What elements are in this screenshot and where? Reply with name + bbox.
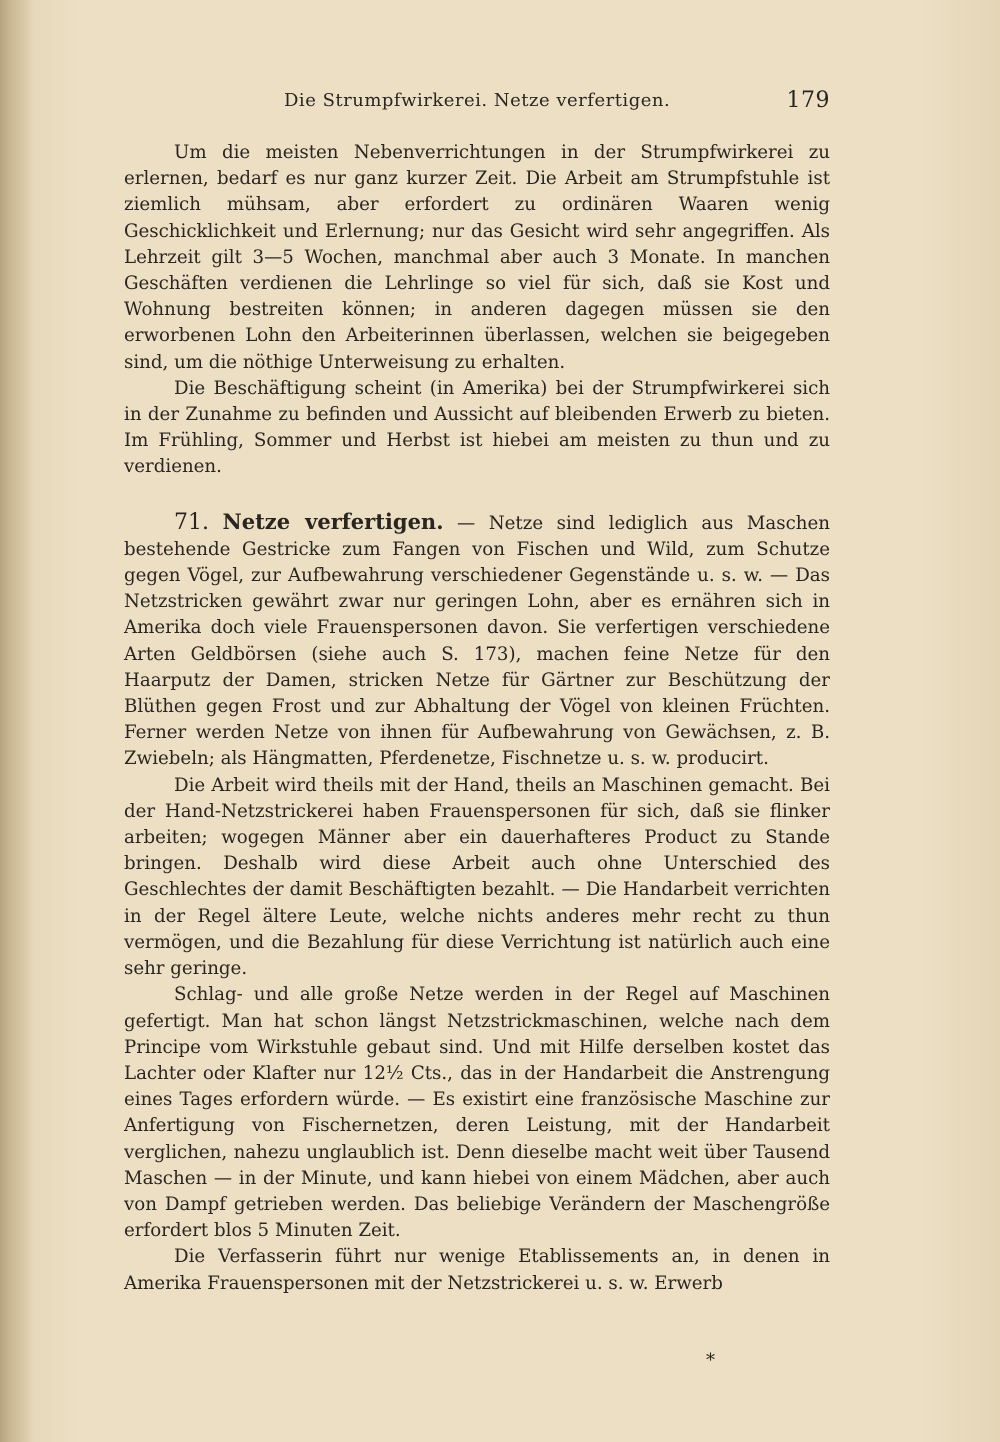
- paragraph-5: Schlag- und alle große Netze werden in der Regel auf Maschinen gefertigt. Man hat schon längst Netzstrickmaschinen, welche nach dem Principe vom Wirkstuhle gebaut sind. Und mit Hilfe derselben kostet das Lachter oder Klafter nur 12½ Cts., das in der Handarbeit die Anstrengung eines Tages erfordern würde. — Es existirt eine französische Maschine zur Anfertigung von Fischernetzen, deren Leistung, mit der Handarbeit verglichen, nahezu unglaublich ist. Denn dieselbe macht weit über Tausend Maschen — in der Minute, und kann hiebei von einem Mädchen, aber auch von Dampf getrieben werden. Das beliebige Verändern der Maschengröße erfordert blos 5 Minuten Zeit.: [124, 984, 830, 1242]
- section-heading: Netze verfertigen.: [222, 508, 444, 534]
- body-text: [124, 140, 830, 1297]
- page-header: [124, 88, 830, 118]
- book-spine-shadow: [0, 0, 34, 1442]
- page-number: 179: [786, 88, 830, 113]
- section-number: 71.: [174, 509, 209, 535]
- paragraph-4: Die Arbeit wird theils mit der Hand, theils an Maschinen gemacht. Bei der Hand-Netzstrickerei haben Frauenspersonen für sich, daß sie flinker arbeiten; wogegen Männer aber ein dauerhafteres Product zu Stande bringen. Deshalb wird diese Arbeit auch ohne Unterschied des Geschlechtes der damit Beschäftigten bezahlt. — Die Handarbeit verrichten in der Regel ältere Leute, welche nichts anderes mehr recht zu thun vermögen, und die Bezahlung für diese Verrichtung ist natürlich auch eine sehr geringe.: [124, 774, 830, 980]
- signature-mark: *: [706, 1350, 715, 1371]
- paragraph-3-text: — Netze sind lediglich aus Maschen bestehende Gestricke zum Fangen von Fischen und Wild, zum Schutze gegen Vögel, zur Aufbewahrung verschiedener Gegenstände u. s. w. — Das Netzstricken gewährt zwar nur geringen Lohn, aber es ernähren sich in Amerika doch viele Frauenspersonen davon. Sie verfertigen verschiedene Arten Geldbörsen (siehe auch S. 173), machen feine Netze für den Haarputz der Damen, stricken Netze für Gärtner zur Beschützung der Blüthen gegen Frost und zur Abhaltung der Vögel von kleinen Früchten. Ferner werden Netze von ihnen für Aufbewahrung von Gewächsen, z. B. Zwiebeln; als Hängmatten, Pferdenetze, Fischnetze u. s. w. producirt.: [124, 512, 830, 770]
- section-gap: [124, 481, 830, 509]
- paragraph-3-section-71: [124, 509, 830, 773]
- paragraph-6: Die Verfasserin führt nur wenige Etablissements an, in denen in Amerika Frauenspersonen mit der Netzstrickerei u. s. w. Erwerb: [124, 1246, 830, 1294]
- paragraph-1: Um die meisten Nebenverrichtungen in der Strumpfwirkerei zu erlernen, bedarf es nur ganz kurzer Zeit. Die Arbeit am Strumpfstuhle ist ziemlich mühsam, aber erfordert zu ordinären Waaren wenig Geschicklichkeit und Erlernung; nur das Gesicht wird sehr angegriffen. Als Lehrzeit gilt 3—5 Wochen, manchmal aber auch 3 Monate. In manchen Geschäften verdienen die Lehrlinge so viel für sich, daß sie Kost und Wohnung bestreiten können; in anderen dagegen müssen sie den erworbenen Lohn den Arbeiterinnen überlassen, welchen sie beigegeben sind, um die nöthige Unterweisung zu erhalten.: [124, 142, 830, 373]
- paragraph-2: Die Beschäftigung scheint (in Amerika) bei der Strumpfwirkerei sich in der Zunahme zu befinden und Aussicht auf bleibenden Erwerb zu bieten. Im Frühling, Sommer und Herbst ist hiebei am meisten zu thun und zu verdienen.: [124, 377, 830, 478]
- running-title: Die Strumpfwirkerei. Netze verfertigen.: [284, 90, 671, 111]
